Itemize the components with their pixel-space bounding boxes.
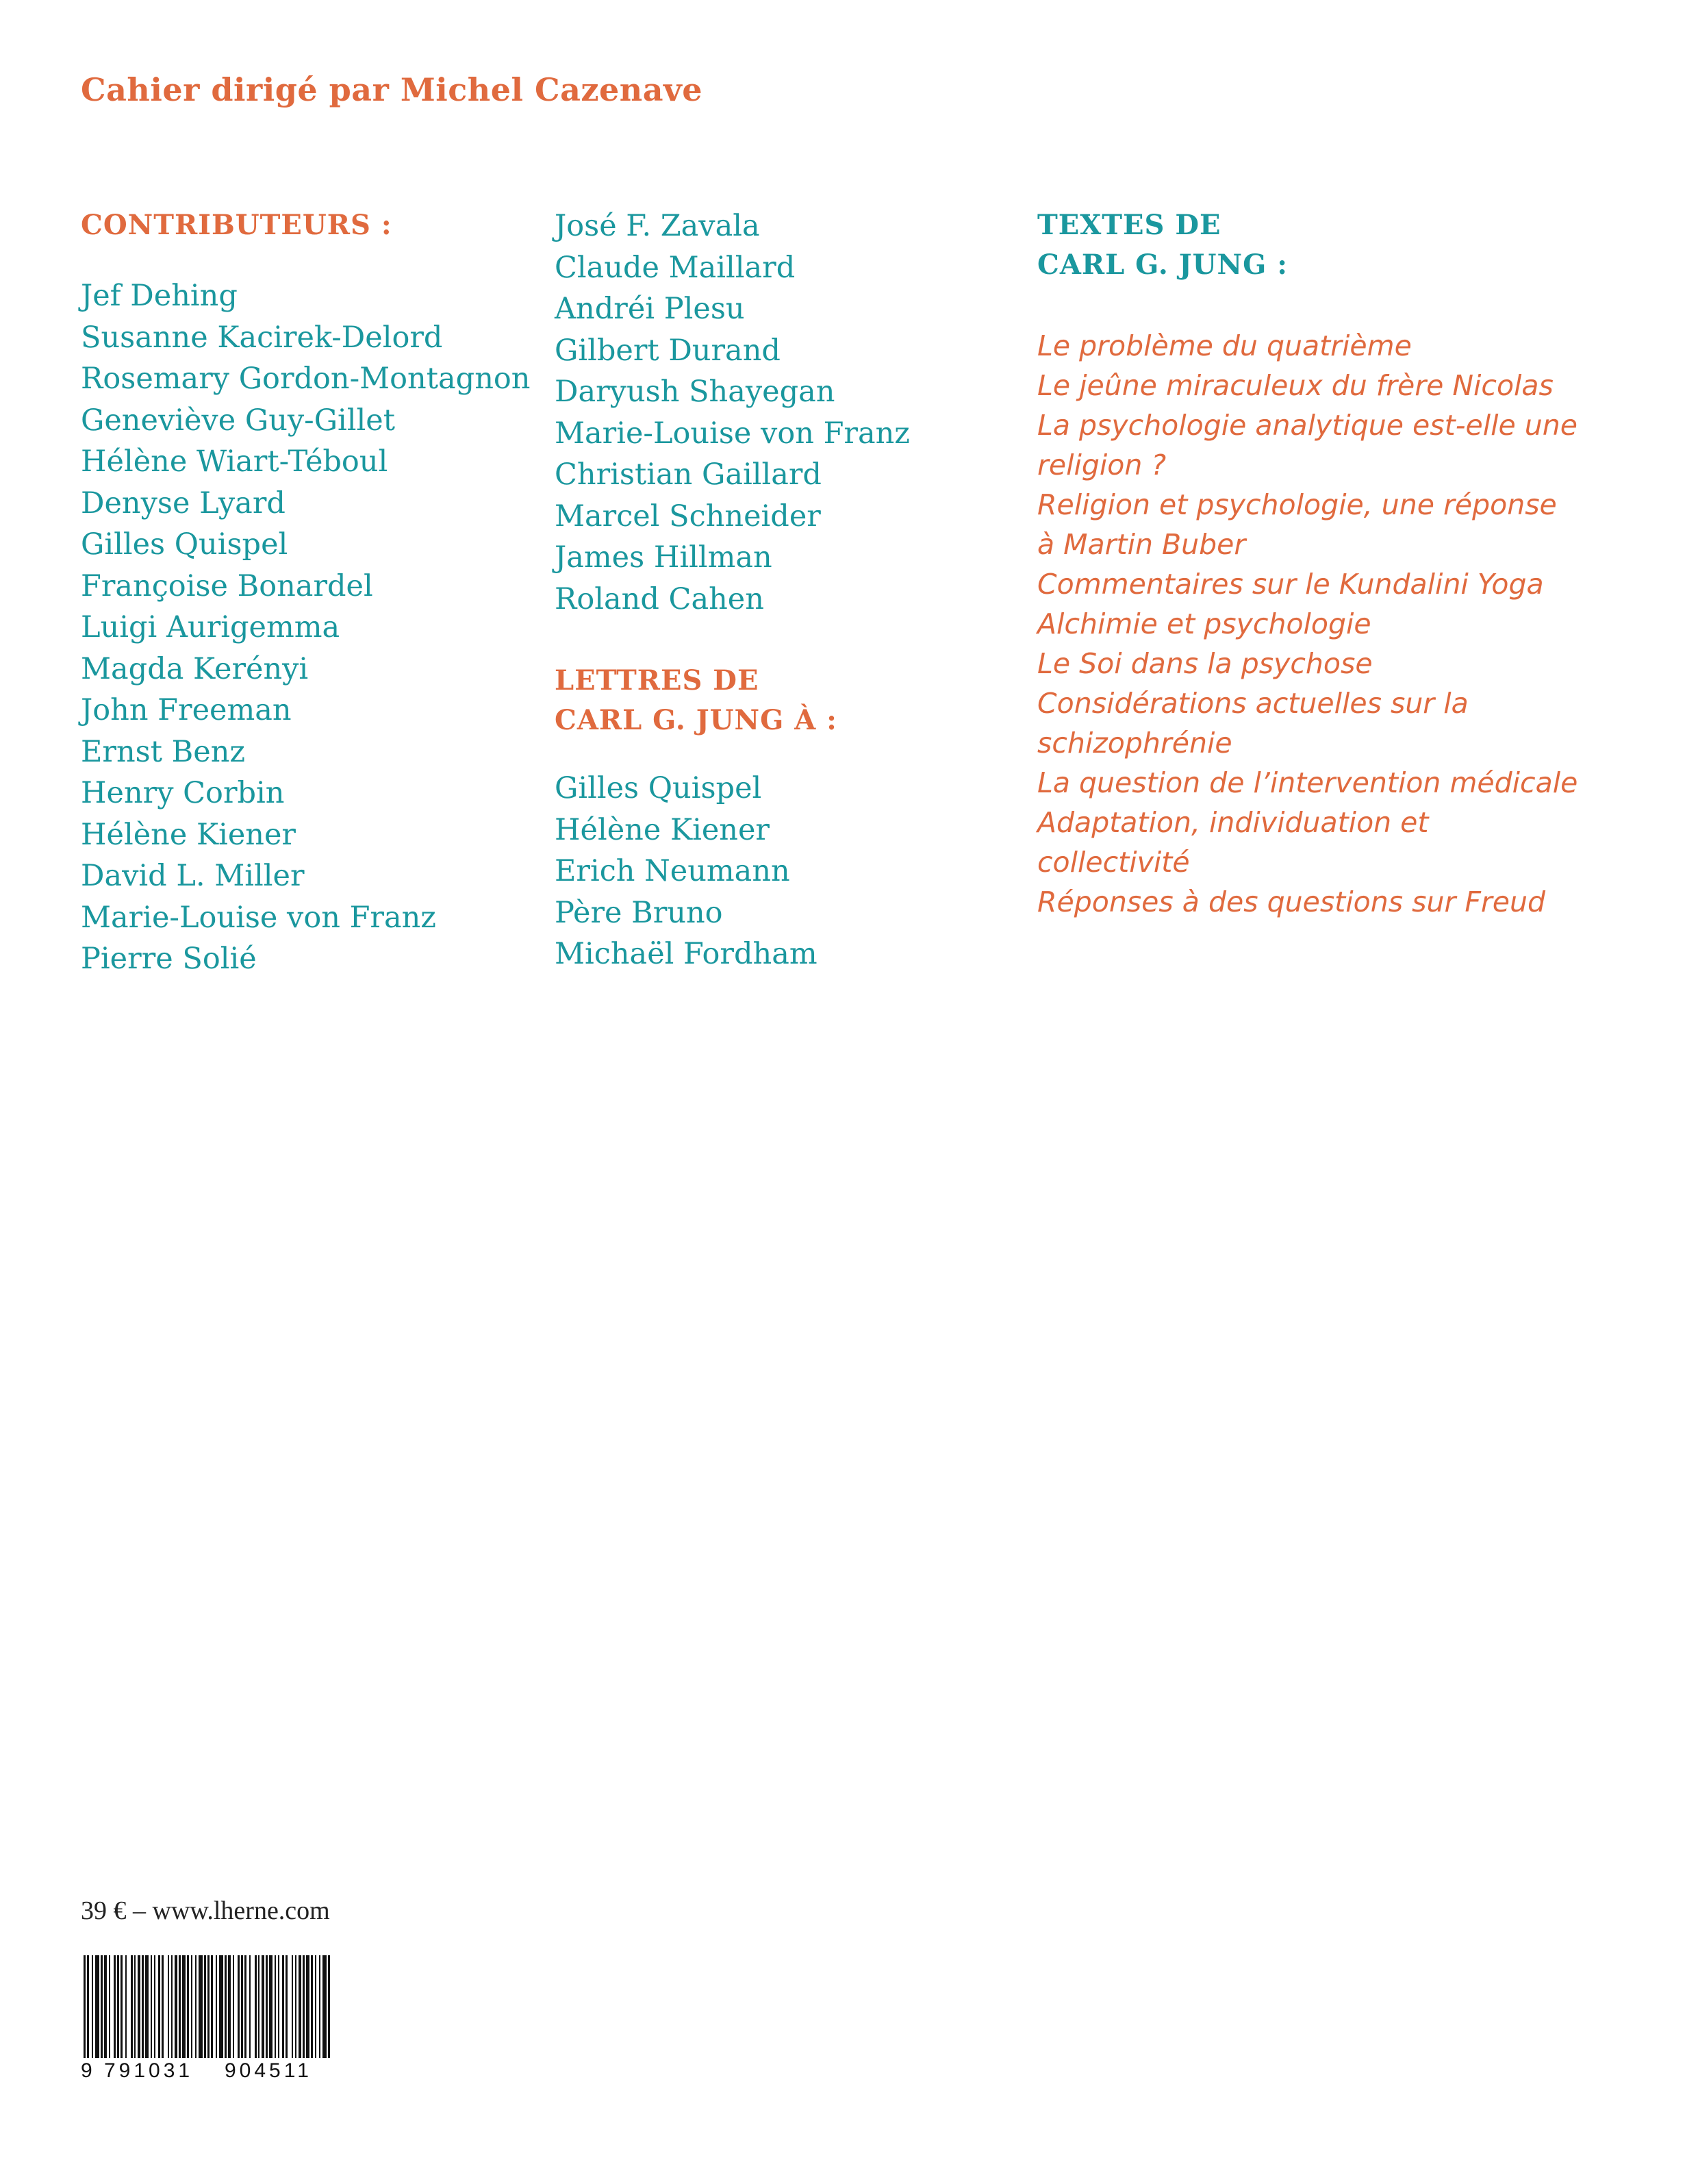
barcode-bar <box>311 1955 313 2058</box>
barcode-bar <box>187 1955 189 2058</box>
letter-recipient: Hélène Kiener <box>555 812 770 847</box>
barcode-bar <box>104 1955 107 2058</box>
contributor-name: Magda Kerényi <box>81 651 309 686</box>
contributor-name: Marcel Schneider <box>555 499 821 534</box>
barcode-bar <box>109 1955 110 2058</box>
contributor-name: Claude Maillard <box>555 250 796 285</box>
barcode-bar <box>219 1955 223 2058</box>
barcode-bar <box>278 1955 279 2058</box>
contributor-name: José F. Zavala <box>555 209 760 243</box>
barcode-bar <box>249 1955 251 2058</box>
contributor-name: Daryush Shayegan <box>555 375 835 409</box>
contributor-name: Luigi Aurigemma <box>81 610 340 644</box>
contributor-name: Gilbert Durand <box>555 333 781 368</box>
jung-texts-column <box>1037 205 1626 922</box>
barcode-bar <box>84 1955 86 2058</box>
contributor-name: Roland Cahen <box>555 581 764 616</box>
contributor-name: Jef Dehing <box>81 279 238 313</box>
letter-recipient: Erich Neumann <box>555 854 790 888</box>
barcode-bar <box>299 1955 301 2058</box>
barcode-bar <box>121 1955 123 2058</box>
barcode-bar <box>182 1955 186 2058</box>
barcode-digits-left: 791031 <box>104 2059 194 2082</box>
contributor-name: Ernst Benz <box>81 734 246 769</box>
contributor-name: Gilles Quispel <box>81 527 288 562</box>
letter-recipient: Père Bruno <box>555 895 723 930</box>
contributor-name: Henry Corbin <box>81 776 285 810</box>
barcode-bar <box>275 1955 276 2058</box>
text-title-line: Commentaires sur le Kundalini Yoga <box>1037 568 1544 601</box>
barcode-digits <box>81 2058 341 2085</box>
barcode-bar <box>207 1955 210 2058</box>
text-title-line: Réponses à des questions sur Freud <box>1037 886 1546 918</box>
barcode-bar <box>225 1955 227 2058</box>
barcode-bar <box>142 1955 144 2058</box>
text-title-line: Le problème du quatrième <box>1037 329 1412 362</box>
contributor-name: James Hillman <box>555 540 772 575</box>
barcode-bar <box>168 1955 169 2058</box>
barcode-bar <box>328 1955 330 2058</box>
barcode-bar <box>151 1955 152 2058</box>
barcode-bar <box>282 1955 284 2058</box>
barcode-bar <box>286 1955 288 2058</box>
barcode-digit-first: 9 <box>81 2059 96 2082</box>
letter-recipient: Gilles Quispel <box>555 771 762 805</box>
text-title-line: à Martin Buber <box>1037 528 1246 561</box>
barcode-bar <box>244 1955 246 2058</box>
barcode-bar <box>211 1955 213 2058</box>
contributor-name: David L. Miller <box>81 859 305 893</box>
barcode-bar <box>269 1955 273 2058</box>
barcode-bar <box>154 1955 155 2058</box>
contributors-letters-column <box>555 205 1020 975</box>
barcode-bar <box>315 1955 316 2058</box>
contributor-name: Denyse Lyard <box>81 486 286 520</box>
price-and-website: 39 € – www.lherne.com <box>81 1896 330 1925</box>
letter-recipient: Michaël Fordham <box>555 937 818 971</box>
contributor-name: Andréi Plesu <box>555 292 745 326</box>
text-title-line: Religion et psychologie, une réponse <box>1037 488 1557 521</box>
barcode-bar <box>179 1955 181 2058</box>
barcode-bar <box>87 1955 89 2058</box>
barcode-bar <box>171 1955 173 2058</box>
contributor-name: Christian Gaillard <box>555 457 822 492</box>
barcode-bar <box>134 1955 136 2058</box>
contributor-name: John Freeman <box>81 693 292 727</box>
barcode-bar <box>319 1955 320 2058</box>
barcode-bar <box>131 1955 133 2058</box>
text-title-line: Le Soi dans la psychose <box>1037 647 1373 680</box>
barcode-bar <box>158 1955 160 2058</box>
text-title-line: La psychologie analytique est-elle une <box>1037 409 1577 442</box>
barcode-bar <box>216 1955 217 2058</box>
letters-heading-line: LETTRES DE <box>555 664 759 696</box>
texts-heading-line: CARL G. JUNG : <box>1037 249 1288 281</box>
barcode-bar <box>199 1955 203 2058</box>
barcode-bar <box>266 1955 268 2058</box>
text-title-line: schizophrénie <box>1037 727 1232 760</box>
texts-heading <box>1037 205 1626 285</box>
contributors-column <box>81 205 531 980</box>
texts-heading-line: TEXTES DE <box>1037 209 1221 241</box>
contributors-list <box>81 275 531 980</box>
barcode-bar <box>292 1955 293 2058</box>
barcode-bar <box>125 1955 127 2058</box>
text-title-line: Alchimie et psychologie <box>1037 607 1371 640</box>
contributor-name: Geneviève Guy-Gillet <box>81 403 396 438</box>
barcode-bar <box>101 1955 103 2058</box>
barcode-bar <box>255 1955 257 2058</box>
barcode-bar <box>162 1955 164 2058</box>
contributor-name: Françoise Bonardel <box>81 568 373 603</box>
text-title-line: Le jeûne miraculeux du frère Nicolas <box>1037 369 1554 402</box>
letters-recipients-list <box>555 768 1020 975</box>
barcode-bar <box>262 1955 264 2058</box>
contributor-name: Marie-Louise von Franz <box>81 900 436 935</box>
jung-texts-list <box>1037 326 1626 922</box>
text-title-line: collectivité <box>1037 846 1190 879</box>
barcode-bar <box>295 1955 296 2058</box>
barcode-bar <box>117 1955 119 2058</box>
contributor-name: Pierre Solié <box>81 942 257 976</box>
text-title-line: La question de l’intervention médicale <box>1037 766 1578 799</box>
barcode-bar <box>306 1955 309 2058</box>
barcode-bar <box>92 1955 93 2058</box>
barcode-bars <box>81 1955 341 2058</box>
barcode-bar <box>204 1955 206 2058</box>
barcode-bar <box>191 1955 192 2058</box>
barcode-bar <box>258 1955 259 2058</box>
isbn-barcode <box>81 1955 341 2085</box>
director-credit: Cahier dirigé par Michel Cazenave <box>81 71 703 108</box>
text-title-line: religion ? <box>1037 449 1167 481</box>
barcode-bar <box>95 1955 99 2058</box>
barcode-digits-right: 904511 <box>225 2059 312 2082</box>
contributors-heading: CONTRIBUTEURS : <box>81 209 392 241</box>
barcode-bar <box>195 1955 197 2058</box>
letters-heading <box>555 661 1020 740</box>
barcode-bar <box>138 1955 140 2058</box>
letters-heading-line: CARL G. JUNG À : <box>555 704 837 736</box>
barcode-bar <box>233 1955 234 2058</box>
contributor-name: Hélène Wiart-Téboul <box>81 444 388 479</box>
text-title-line: Adaptation, individuation et <box>1037 806 1429 839</box>
barcode-bar <box>303 1955 305 2058</box>
contributors-list-continued <box>555 205 1020 620</box>
contributor-name: Rosemary Gordon-Montagnon <box>81 362 531 396</box>
barcode-bar <box>175 1955 177 2058</box>
barcode-bar <box>228 1955 231 2058</box>
barcode-bar <box>114 1955 116 2058</box>
contributor-name: Hélène Kiener <box>81 817 296 852</box>
barcode-bar <box>145 1955 149 2058</box>
contributor-name: Susanne Kacirek-Delord <box>81 320 443 355</box>
barcode-bar <box>322 1955 327 2058</box>
text-title-line: Considérations actuelles sur la <box>1037 687 1469 720</box>
contributor-name: Marie-Louise von Franz <box>555 416 910 451</box>
barcode-bar <box>241 1955 243 2058</box>
barcode-bar <box>238 1955 240 2058</box>
